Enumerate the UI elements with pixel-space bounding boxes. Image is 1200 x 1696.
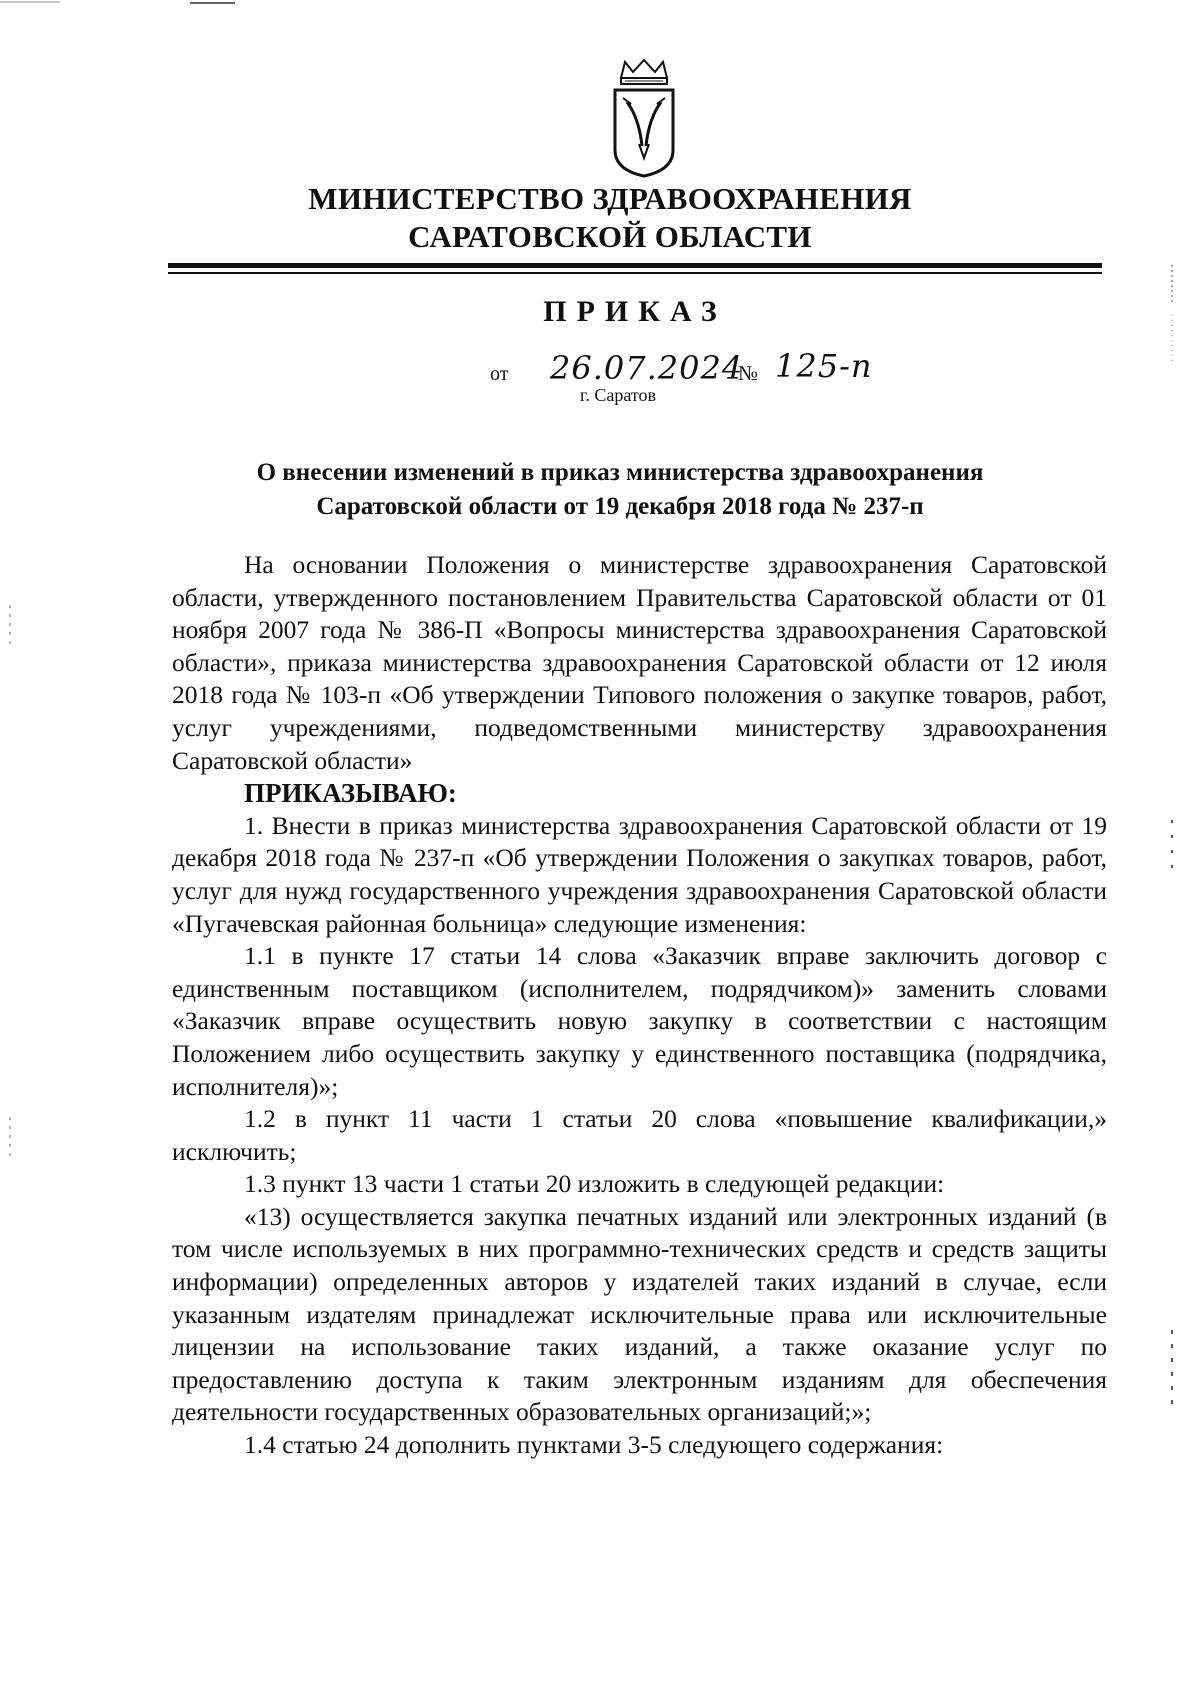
saratov-coat-of-arms-icon: [609, 58, 679, 180]
margin-scan-marks: [6, 605, 14, 645]
order-subject: [190, 456, 1050, 524]
header-rule-thin: [168, 272, 1102, 274]
from-label: от: [490, 363, 509, 385]
scan-artifact: [0, 0, 240, 8]
number-label: №: [738, 361, 759, 385]
order-body: [172, 549, 1107, 1462]
margin-scan-marks: [6, 1117, 14, 1157]
item-1-3: 1.3 пункт 13 части 1 статьи 20 изложить в следующей редакции:: [244, 1169, 945, 1199]
order-date-line: [490, 347, 950, 395]
order-date-handwritten: 26.07.2024: [550, 349, 744, 387]
order-title: ПРИКАЗ: [543, 295, 727, 328]
item-1-3-quote: «13) осуществляется закупка печатных изданий или электронных изданий (в том числе используемых в них программно-технических средств и средств защиты информации) определенных авторов у издателей таких изданий в случае, если указанным издателям принадлежат исключительные права или исключительные лицензии на использование таких изданий, а также оказание услуг по предоставлению доступа к таким электронным изданиям для обеспечения деятельности государственных образовательных организаций;»;: [172, 1201, 1107, 1427]
ministry-name-line2: САРАТОВСКОЙ ОБЛАСТИ: [408, 219, 812, 254]
ministry-name: [260, 180, 960, 256]
preamble-paragraph: На основании Положения о министерстве здравоохранения Саратовской области, утвержденного постановлением Правительства Саратовской области от 01 ноября 2007 года № 386-П «Вопросы министерства здравоохранения Саратовской области», приказа министерства здравоохранения Саратовской области от 12 июля 2018 года № 103-п «Об утверждении Типового положения о закупке товаров, работ, услуг учреждениями, подведомственными министерству здравоохранения Саратовской области»: [172, 550, 1107, 775]
header-rule-thick: [168, 263, 1102, 268]
item-1: 1. Внести в приказ министерства здравоохранения Саратовской области от 19 декабря 2018 года № 237-п «Об утверждении Положения о закупках товаров, работ, услуг для нужд государственного учреждения здравоохранения Саратовской области «Пугачевская районная больница» следующие изменения:: [172, 810, 1107, 938]
item-1-1: 1.1 в пункте 17 статьи 14 слова «Заказчик вправе заключить договор с единственным поставщиком (исполнителем, подрядчиком)» заменить словами «Заказчик вправе осуществить новую закупку в соответствии с настоящим Положением либо осуществить закупку у единственного поставщика (подрядчика, исполнителя)»;: [172, 941, 1107, 1101]
city-label: г. Саратов: [580, 385, 656, 405]
item-1-4: 1.4 статью 24 дополнить пунктами 3-5 следующего содержания:: [244, 1430, 944, 1460]
subject-line1: О внесении изменений в приказ министерства здравоохранения: [256, 459, 984, 486]
item-1-2: 1.2 в пункт 11 части 1 статьи 20 слова «повышение квалификации,» исключить;: [172, 1104, 1107, 1166]
margin-scan-marks: [1166, 1330, 1178, 1410]
ministry-name-line1: МИНИСТЕРСТВО ЗДРАВООХРАНЕНИЯ: [308, 181, 912, 216]
margin-scan-marks: [1166, 265, 1178, 365]
order-number-handwritten: 125-п: [775, 347, 873, 385]
margin-scan-marks: [1166, 820, 1178, 880]
order-word: ПРИКАЗЫВАЮ:: [244, 778, 457, 809]
subject-line2: Саратовской области от 19 декабря 2018 года № 237-п: [316, 493, 924, 520]
